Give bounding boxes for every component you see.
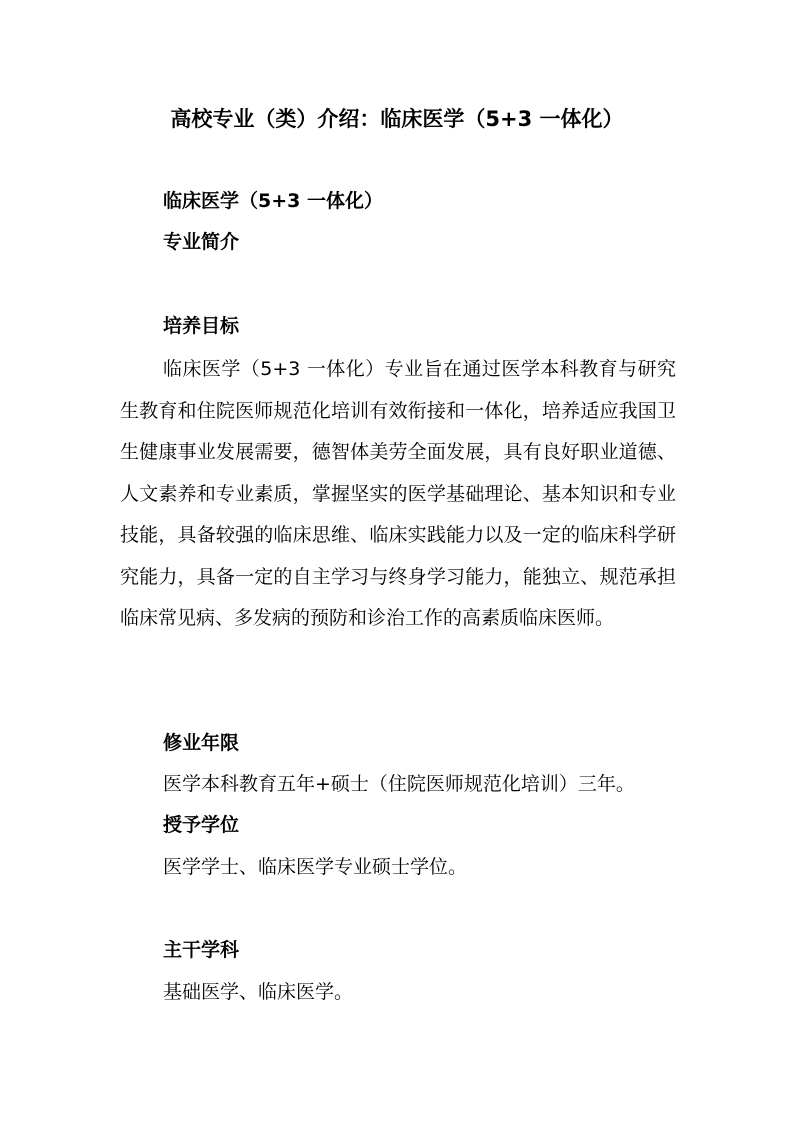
disciplines-heading: 主干学科 bbox=[163, 939, 240, 961]
degree-text: 医学学士、临床医学专业硕士学位。 bbox=[163, 856, 468, 878]
objective-heading: 培养目标 bbox=[163, 315, 240, 337]
objective-paragraph: 临床医学（5+3 一体化）专业旨在通过医学本科教育与研究生教育和住院医师规范化培训有效衔接和一体化，培养适应我国卫生健康事业发展需要，德智体美劳全面发展，具有良好职业道德、人文素养和专业素质，掌握坚实的医学基础理论、基本知识和专业技能，具备较强的临床思维、临床实践能力以及一定的临床科学研究能力，具备一定的自主学习与终身学习能力，能独立、规范承担临床常见病、多发病的预防和诊治工作的高素质临床医师。 bbox=[120, 358, 676, 629]
duration-text: 医学本科教育五年+硕士（住院医师规范化培训）三年。 bbox=[163, 773, 635, 795]
document-title: 高校专业（类）介绍：临床医学（5+3 一体化） bbox=[170, 107, 624, 131]
disciplines-text: 基础医学、临床医学。 bbox=[163, 981, 354, 1003]
major-name-heading: 临床医学（5+3 一体化） bbox=[163, 190, 383, 212]
intro-heading: 专业简介 bbox=[163, 231, 240, 253]
duration-heading: 修业年限 bbox=[163, 732, 240, 754]
degree-heading: 授予学位 bbox=[163, 814, 240, 836]
